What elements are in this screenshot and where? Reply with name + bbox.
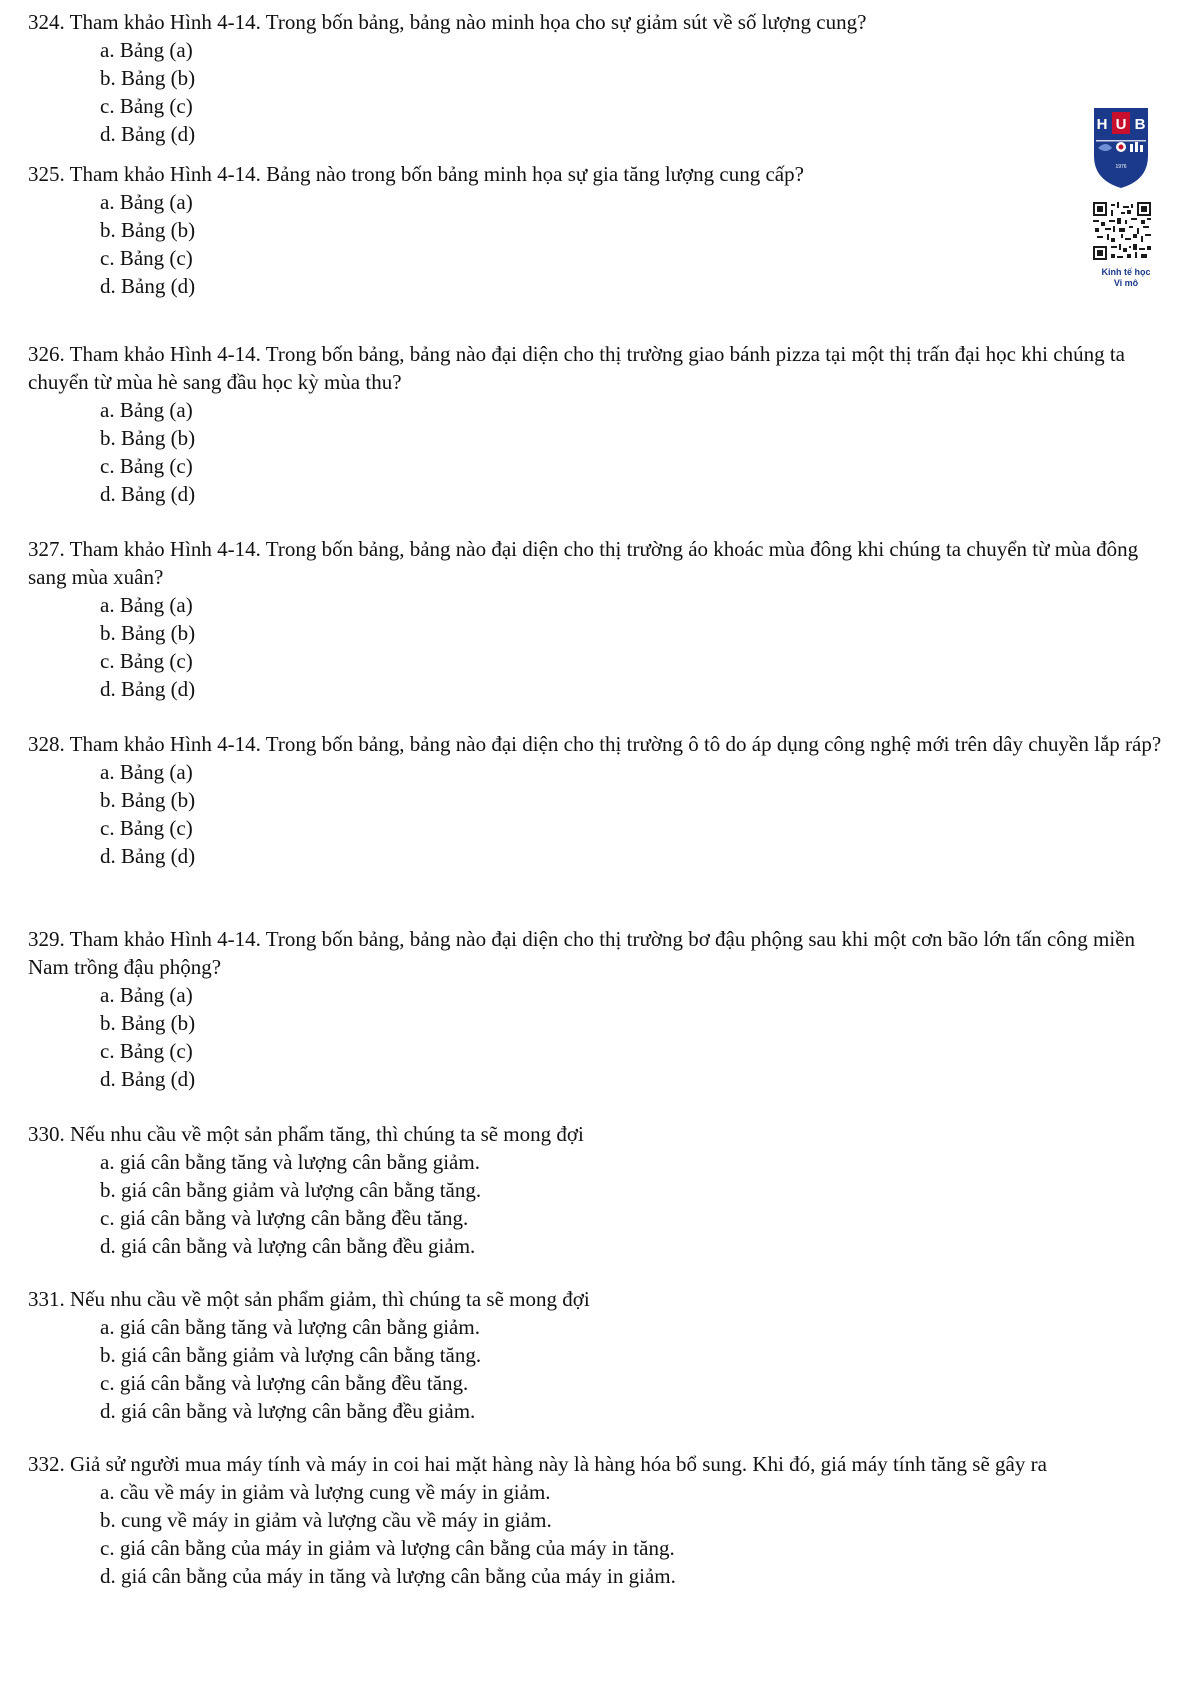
option-a: a. Bảng (a) [100,38,193,62]
question-stem: 325. Tham khảo Hình 4-14. Bảng nào trong bốn bảng minh họa sự gia tăng lượng cung cấp? [28,162,804,186]
option-b: b. giá cân bằng giảm và lượng cân bằng tăng. [100,1178,482,1202]
hub-logo [1092,104,1154,195]
options-list [28,396,1168,508]
options-list [28,1148,1168,1260]
subject-subtitle: Vi mô [1113,278,1139,288]
logo-letter-b: B [1134,116,1146,133]
question-331 [28,1285,1168,1425]
subject-title: Kinh tế học [1101,267,1151,277]
question-327 [28,535,1168,703]
question-stem: 324. Tham khảo Hình 4-14. Trong bốn bảng, bảng nào minh họa cho sự giảm sút về số lượng cung? [28,10,867,34]
option-b: b. cung về máy in giảm và lượng cầu về máy in giảm. [100,1508,552,1532]
option-d: d. Bảng (d) [100,844,196,868]
option-b: b. Bảng (b) [100,621,196,645]
question-stem: 331. Nếu nhu cầu về một sản phẩm giảm, thì chúng ta sẽ mong đợi [28,1287,590,1311]
question-stem: 329. Tham khảo Hình 4-14. Trong bốn bảng, bảng nào đại diện cho thị trường bơ đậu phộng sau khi một cơn bão lớn tấn công miền Nam trồng đậu phộng? [28,927,1136,979]
options-list [28,981,1168,1093]
question-stem: 330. Nếu nhu cầu về một sản phẩm tăng, thì chúng ta sẽ mong đợi [28,1122,584,1146]
option-d: d. Bảng (d) [100,274,196,298]
option-d: d. Bảng (d) [100,482,196,506]
option-c: c. giá cân bằng và lượng cân bằng đều tăng. [100,1371,469,1395]
option-a: a. Bảng (a) [100,760,193,784]
option-a: a. giá cân bằng tăng và lượng cân bằng giảm. [100,1315,480,1339]
question-324 [28,8,1168,148]
option-b: b. Bảng (b) [100,1011,196,1035]
options-list [28,758,1168,870]
option-c: c. Bảng (c) [100,816,193,840]
option-a: a. giá cân bằng tăng và lượng cân bằng giảm. [100,1150,480,1174]
question-326 [28,340,1168,508]
options-list [28,1313,1168,1425]
question-330 [28,1120,1168,1260]
question-325 [28,160,1168,300]
question-329 [28,925,1168,1093]
options-list [28,188,1168,300]
option-a: a. Bảng (a) [100,190,193,214]
option-a: a. Bảng (a) [100,983,193,1007]
question-328 [28,730,1168,870]
option-a: a. Bảng (a) [100,593,193,617]
option-c: c. Bảng (c) [100,454,193,478]
option-d: d. Bảng (d) [100,677,196,701]
option-b: b. Bảng (b) [100,426,196,450]
option-c: c. giá cân bằng và lượng cân bằng đều tăng. [100,1206,469,1230]
option-b: b. Bảng (b) [100,788,196,812]
logo-year: 1976 [1115,164,1127,170]
option-d: d. Bảng (d) [100,122,196,146]
option-a: a. cầu về máy in giảm và lượng cung về máy in giảm. [100,1480,551,1504]
option-d: d. giá cân bằng của máy in tăng và lượng cân bằng của máy in giảm. [100,1564,676,1588]
option-a: a. Bảng (a) [100,398,193,422]
option-b: b. Bảng (b) [100,66,196,90]
option-d: d. giá cân bằng và lượng cân bằng đều giảm. [100,1234,476,1258]
logo-letter-u: U [1115,116,1127,133]
options-list [28,591,1168,703]
question-332 [28,1450,1168,1590]
option-b: b. Bảng (b) [100,218,196,242]
option-c: c. Bảng (c) [100,1039,193,1063]
question-stem: 328. Tham khảo Hình 4-14. Trong bốn bảng, bảng nào đại diện cho thị trường ô tô do áp dụng công nghệ mới trên dây chuyền lắp ráp? [28,732,1162,756]
option-d: d. giá cân bằng và lượng cân bằng đều giảm. [100,1399,476,1423]
options-list [28,1478,1168,1590]
option-c: c. Bảng (c) [100,94,193,118]
question-stem: 326. Tham khảo Hình 4-14. Trong bốn bảng, bảng nào đại diện cho thị trường giao bánh pizza tại một thị trấn đại học khi chúng ta chuyển từ mùa hè sang đầu học kỳ mùa thu? [28,342,1125,394]
logo-letter-h: H [1096,116,1108,133]
qr-code-icon [1093,202,1151,260]
shield-icon [1092,104,1150,190]
question-stem: 332. Giả sử người mua máy tính và máy in coi hai mặt hàng này là hàng hóa bổ sung. Khi đó, giá máy tính tăng sẽ gây ra [28,1452,1047,1476]
option-d: d. Bảng (d) [100,1067,196,1091]
option-c: c. giá cân bằng của máy in giảm và lượng cân bằng của máy in tăng. [100,1536,675,1560]
question-stem: 327. Tham khảo Hình 4-14. Trong bốn bảng, bảng nào đại diện cho thị trường áo khoác mùa đông khi chúng ta chuyển từ mùa đông sang mùa xuân? [28,537,1139,589]
option-b: b. giá cân bằng giảm và lượng cân bằng tăng. [100,1343,482,1367]
options-list [28,36,1168,148]
option-c: c. Bảng (c) [100,246,193,270]
option-c: c. Bảng (c) [100,649,193,673]
